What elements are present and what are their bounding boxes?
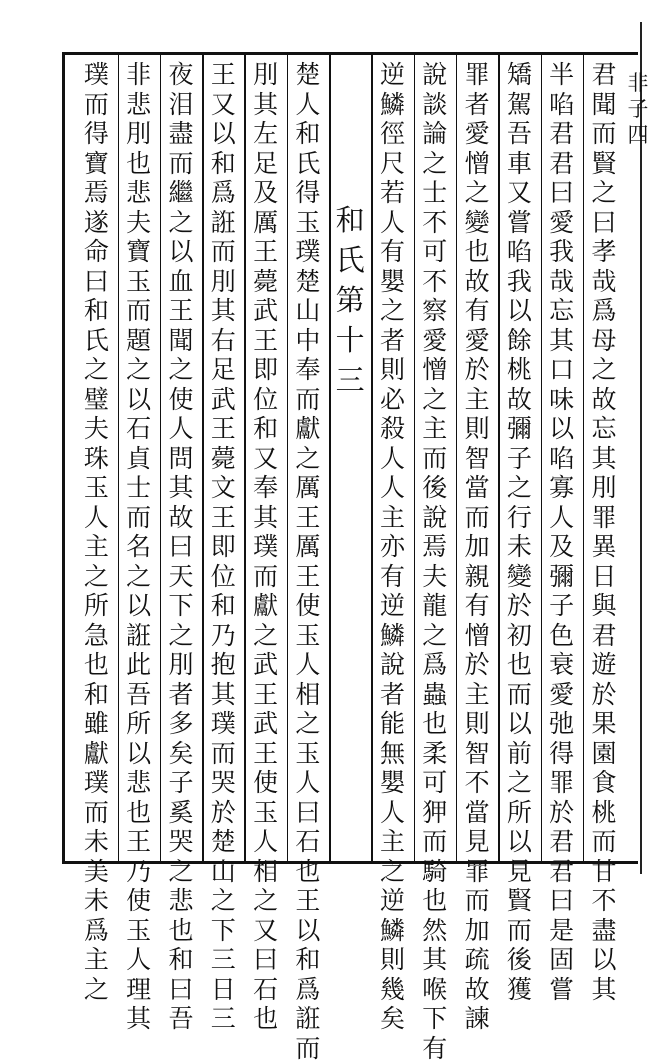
text-column: 逆 鱗 徑 尺 若 人 有 嬰 之 者 則 必 殺 人 人 主 亦 有 逆 鱗 說 者 能 無 嬰 人 主 之 逆 鱗 則 幾 矣 [379, 60, 405, 1033]
page-edge [640, 22, 642, 874]
text-column: 夜 泪 盡 而 繼 之 以 血 王 聞 之 使 人 問 其 故 曰 天 下 之 刖 者 多 矣 子 奚 哭 之 悲 也 和 曰 吾 [168, 60, 194, 1033]
column-divider [244, 52, 246, 864]
column-divider [160, 52, 162, 864]
column-divider [202, 52, 204, 864]
column-divider [287, 52, 289, 864]
text-column: 罪 者 愛 憎 之 變 也 故 有 愛 於 主 則 智 當 而 加 親 有 憎 於 主 則 智 不 當 見 罪 而 加 疏 故 諫 [464, 60, 490, 1033]
column-divider [583, 52, 585, 864]
chapter-title-column: 和 氏 第 十 三 [335, 203, 365, 397]
text-column: 璞 而 得 寶 焉 遂 命 曰 和 氏 之 璧 夫 珠 玉 人 主 之 所 急 也 和 雖 獻 璞 而 未 美 未 爲 主 之 [83, 60, 109, 1004]
text-column: 半 啗 君 君 曰 愛 我 哉 忘 其 口 味 以 啗 寡 人 及 彌 子 色 衰 愛 弛 得 罪 於 君 君 曰 是 固 嘗 [549, 60, 575, 1004]
column-divider [329, 52, 331, 864]
column-divider [118, 52, 120, 864]
text-column: 君 聞 而 賢 之 曰 孝 哉 爲 母 之 故 忘 其 刖 罪 異 日 與 君 遊 於 果 園 食 桃 而 甘 不 盡 以 其 [591, 60, 617, 1004]
column-divider [541, 52, 543, 864]
text-column: 楚 人 和 氏 得 玉 璞 楚 山 中 奉 而 獻 之 厲 王 厲 王 使 玉 人 相 之 玉 人 曰 石 也 王 以 和 爲 誑 而 [295, 60, 321, 1063]
column-divider [498, 52, 500, 864]
column-divider [414, 52, 416, 864]
text-column: 說 談 論 之 士 不 可 不 察 愛 憎 之 主 而 後 說 焉 夫 龍 之 爲 蟲 也 柔 可 狎 而 騎 也 然 其 喉 下 有 [422, 60, 448, 1063]
column-divider [371, 52, 373, 864]
column-divider [456, 52, 458, 864]
margin-header-fragment: 非子四 [627, 71, 649, 147]
text-column: 刖 其 左 足 及 厲 王 薨 武 王 即 位 和 又 奉 其 璞 而 獻 之 武 王 武 王 使 玉 人 相 之 又 曰 石 也 [253, 60, 279, 1033]
text-column: 王 又 以 和 爲 誑 而 刖 其 右 足 武 王 薨 文 王 即 位 和 乃 抱 其 璞 而 哭 於 楚 山 之 下 三 日 三 [210, 60, 236, 1033]
text-column: 矯 駕 吾 車 又 嘗 啗 我 以 餘 桃 故 彌 子 之 行 未 變 於 初 也 而 以 前 之 所 以 見 賢 而 後 獲 [506, 60, 532, 1004]
text-column: 非 悲 刖 也 悲 夫 寶 玉 而 題 之 以 石 貞 士 而 名 之 以 誑 此 吾 所 以 悲 也 王 乃 使 玉 人 理 其 [126, 60, 152, 1033]
